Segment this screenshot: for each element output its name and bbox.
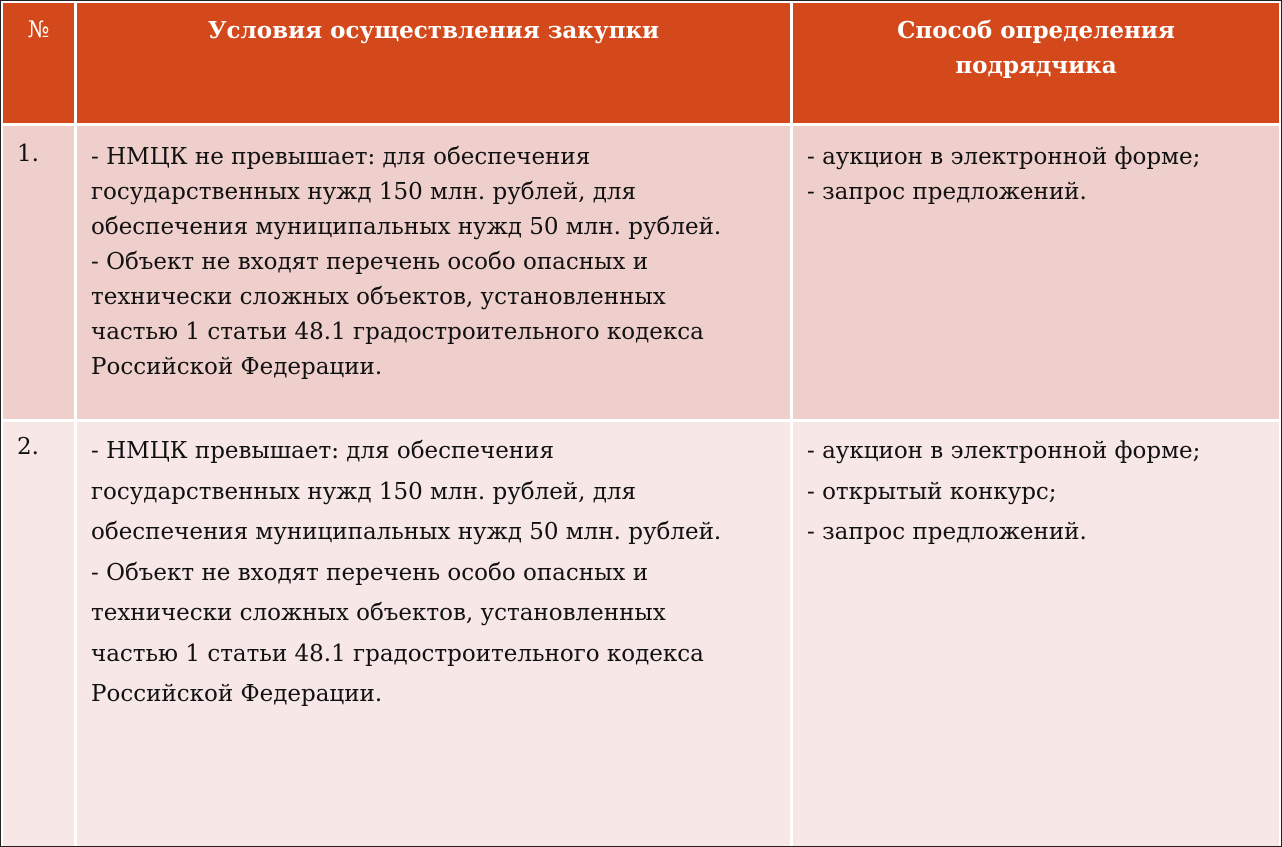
row-2-condition-line: государственных нужд 150 млн. рублей, для [91, 478, 637, 505]
row-1-condition-line: обеспечения муниципальных нужд 50 млн. рублей. [91, 214, 722, 240]
row-2-number [3, 422, 74, 846]
row-2-condition-line: обеспечения муниципальных нужд 50 млн. рублей. [91, 519, 722, 545]
row-1-condition-line: - Объект не входят перечень особо опасных и [91, 249, 649, 275]
row-2-condition-line: - Объект не входят перечень особо опасных и [91, 559, 649, 586]
header-method-line-1: Способ определения [897, 17, 1175, 44]
row-1-number-text: 1. [17, 141, 39, 167]
row-2-methods [793, 422, 1279, 846]
row-1-condition-line: частью 1 статьи 48.1 градостроительного кодекса [91, 319, 704, 345]
row-1-methods [793, 126, 1279, 419]
row-2-condition-line: Российской Федерации. [91, 681, 383, 707]
row-2-method-line: - открытый конкурс; [807, 478, 1057, 505]
row-1-condition-line: государственных нужд 150 млн. рублей, для [91, 179, 637, 205]
row-1-method-line: - аукцион в электронной форме; [807, 144, 1201, 170]
row-1-conditions [77, 126, 790, 419]
row-1-condition-line: Российской Федерации. [91, 354, 383, 380]
row-2-number-text: 2. [17, 434, 39, 460]
header-conditions-label: Условия осуществления закупки [207, 17, 660, 44]
row-2-condition-line: частью 1 статьи 48.1 градостроительного кодекса [91, 640, 704, 667]
header-conditions [77, 3, 790, 123]
row-1-method-line: - запрос предложений. [807, 179, 1087, 205]
row-1-condition-line: технически сложных объектов, установленных [91, 284, 666, 310]
procurement-table [3, 3, 1279, 846]
row-2-condition-line: технически сложных объектов, установленных [91, 600, 666, 626]
row-1-number [3, 126, 74, 419]
header-method [793, 3, 1279, 123]
row-2-conditions [77, 422, 790, 846]
row-2-condition-line: - НМЦК превышает: для обеспечения [91, 438, 554, 464]
header-number [3, 3, 74, 123]
row-2-method-line: - аукцион в электронной форме; [807, 438, 1201, 464]
header-method-line-2: подрядчика [955, 52, 1117, 79]
row-2-method-line: - запрос предложений. [807, 519, 1087, 545]
row-1-condition-line: - НМЦК не превышает: для обеспечения [91, 144, 591, 170]
header-number-label: № [27, 17, 50, 43]
